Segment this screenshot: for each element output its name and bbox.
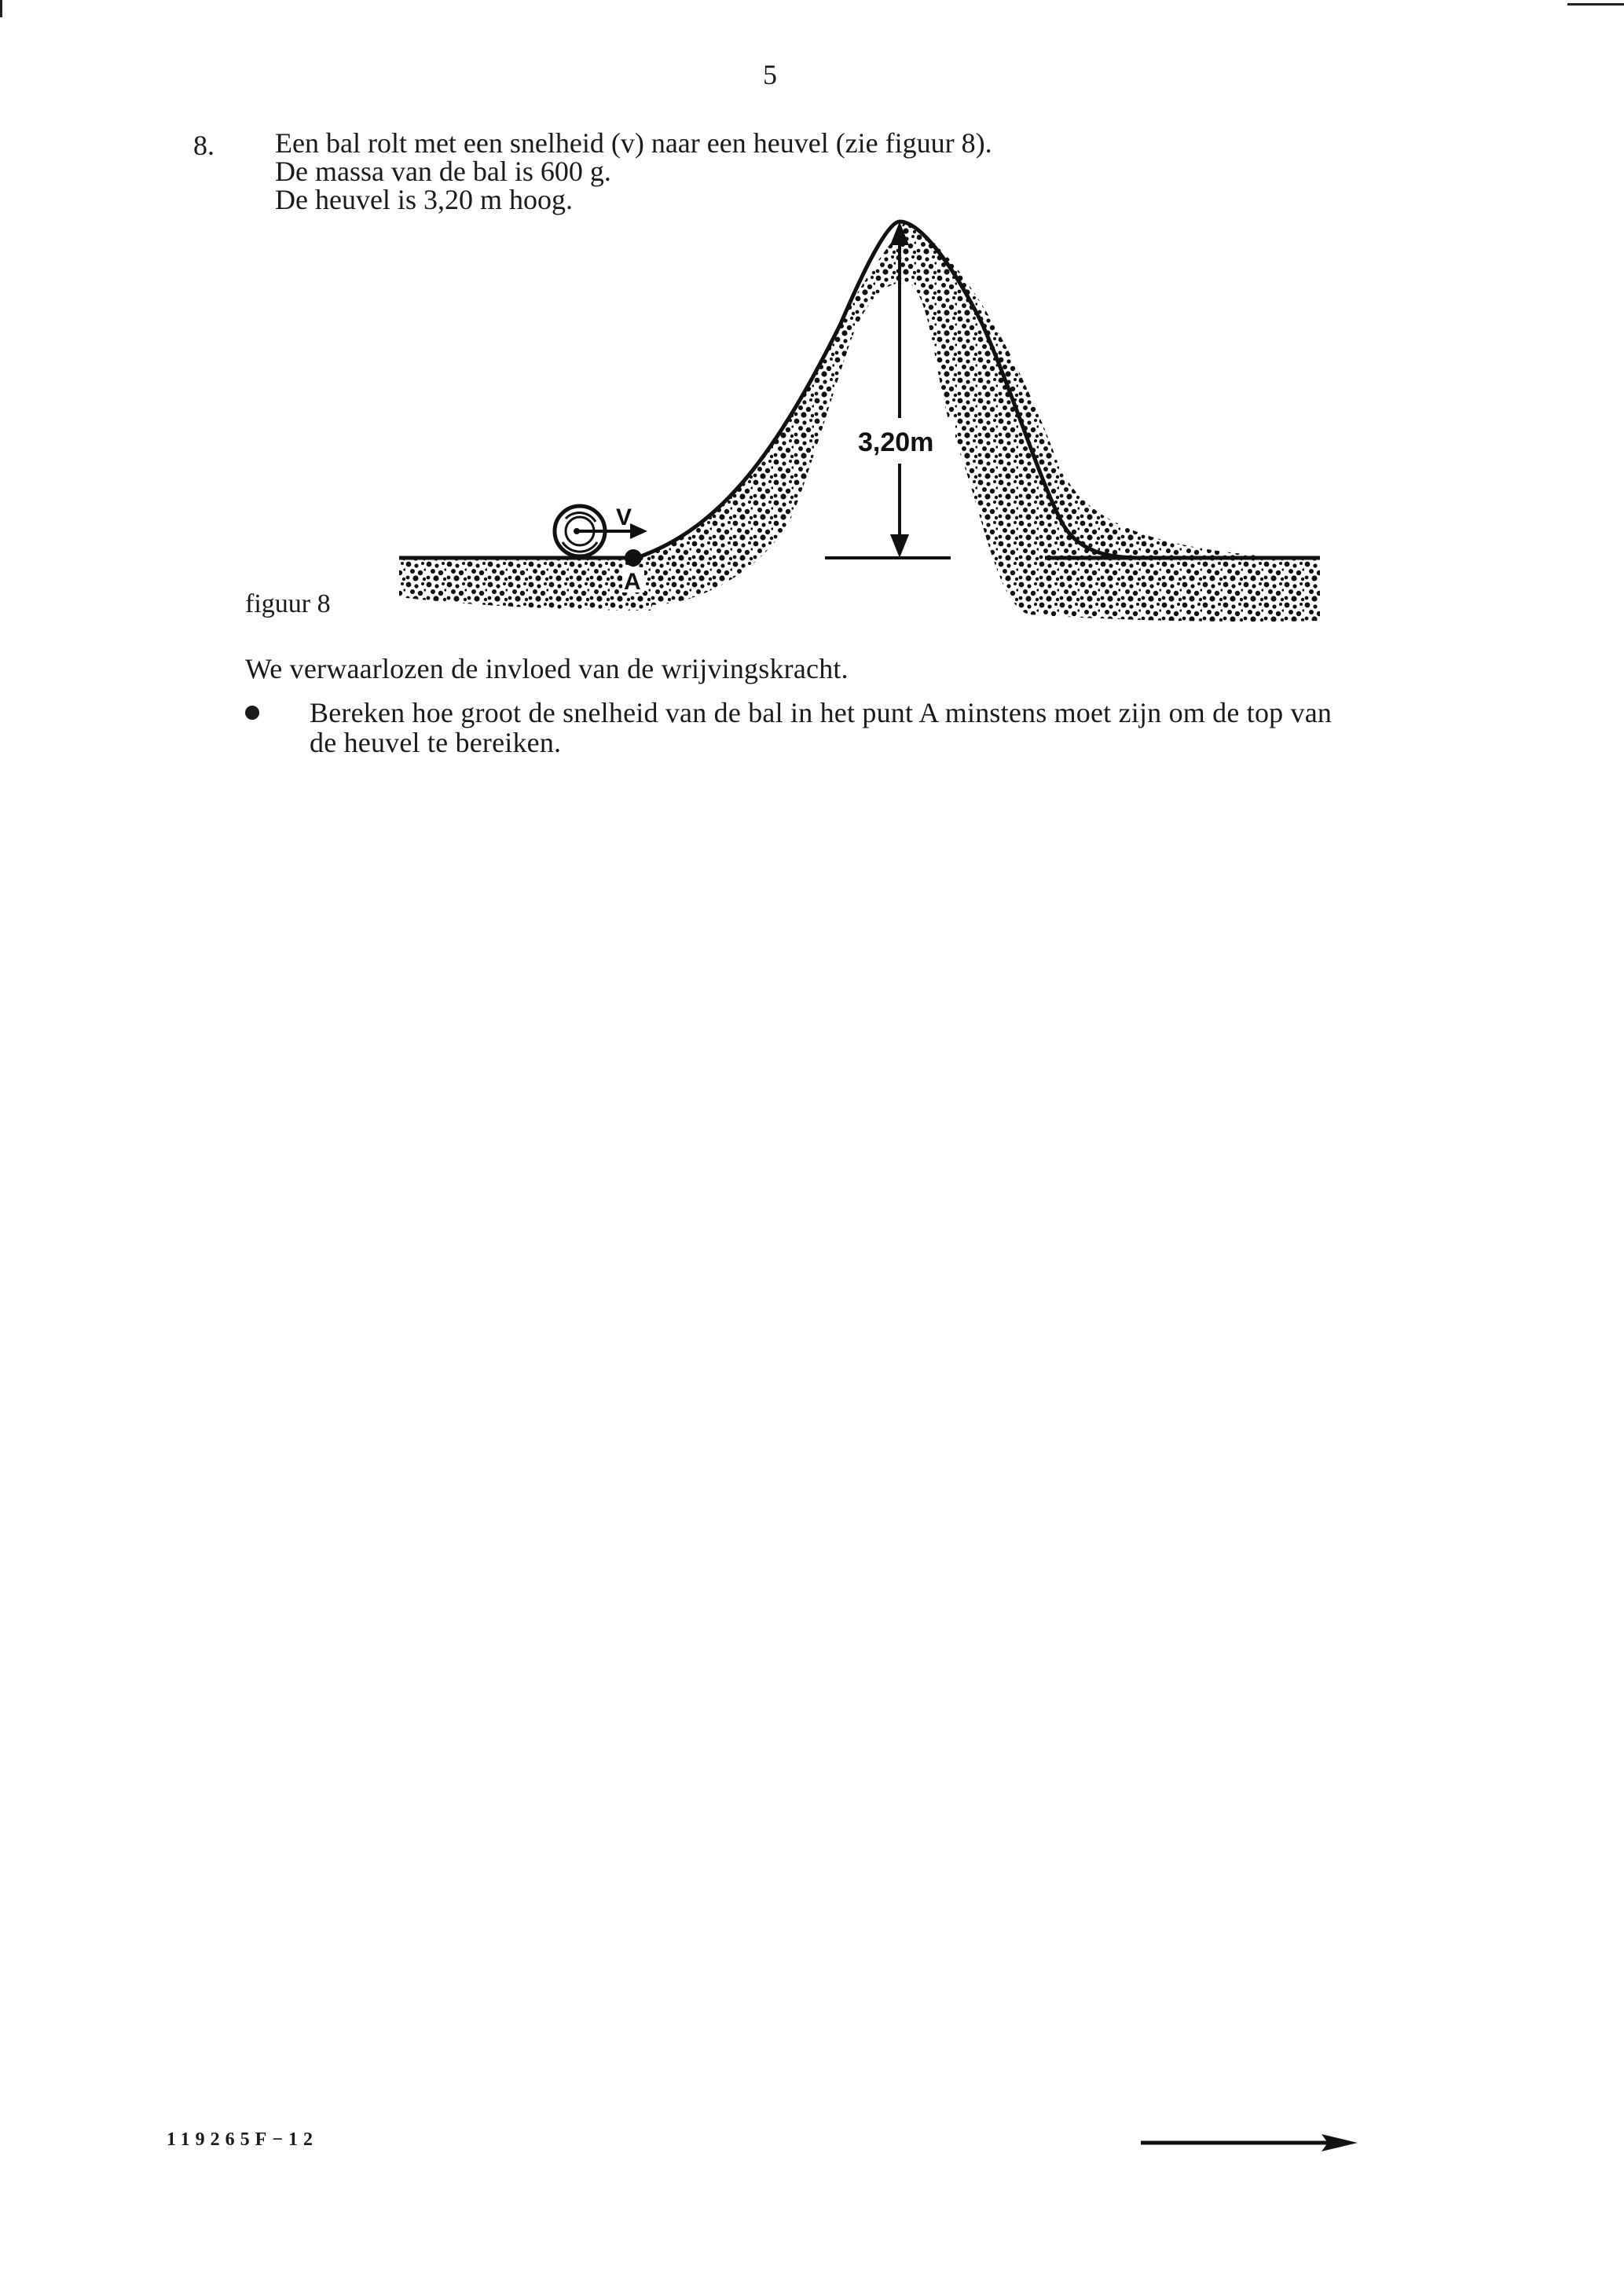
question-text xyxy=(275,129,992,214)
hill-figure xyxy=(385,214,1328,638)
question-line: De massa van de bal is 600 g. xyxy=(275,156,611,187)
bullet-icon xyxy=(245,706,259,720)
hill-body xyxy=(636,222,1320,622)
question-number: 8. xyxy=(193,130,214,161)
note-text: We verwaarlozen de invloed van de wrijvingskracht. xyxy=(245,653,849,684)
question-line: Een bal rolt met een snelheid (v) naar een heuvel (zie figuur 8). xyxy=(275,127,992,159)
question-line: De heuvel is 3,20 m hoog. xyxy=(275,184,573,215)
ground-texture-left xyxy=(399,559,652,611)
next-page-arrow-icon xyxy=(1139,2131,1359,2155)
point-a xyxy=(625,549,642,567)
scan-mark xyxy=(0,0,2,17)
point-a-label: A xyxy=(624,569,641,595)
document-code: 119265F−12 xyxy=(167,2129,319,2150)
figure-label: figuur 8 xyxy=(245,589,331,618)
scan-mark xyxy=(1567,3,1624,6)
task-text: Bereken hoe groot de snelheid van de bal in het punt A minstens moet zijn om de top van de heuvel te bereiken. xyxy=(310,697,1333,758)
height-label: 3,20m xyxy=(858,427,934,457)
velocity-label: V xyxy=(616,504,632,530)
page-number: 5 xyxy=(763,59,777,90)
